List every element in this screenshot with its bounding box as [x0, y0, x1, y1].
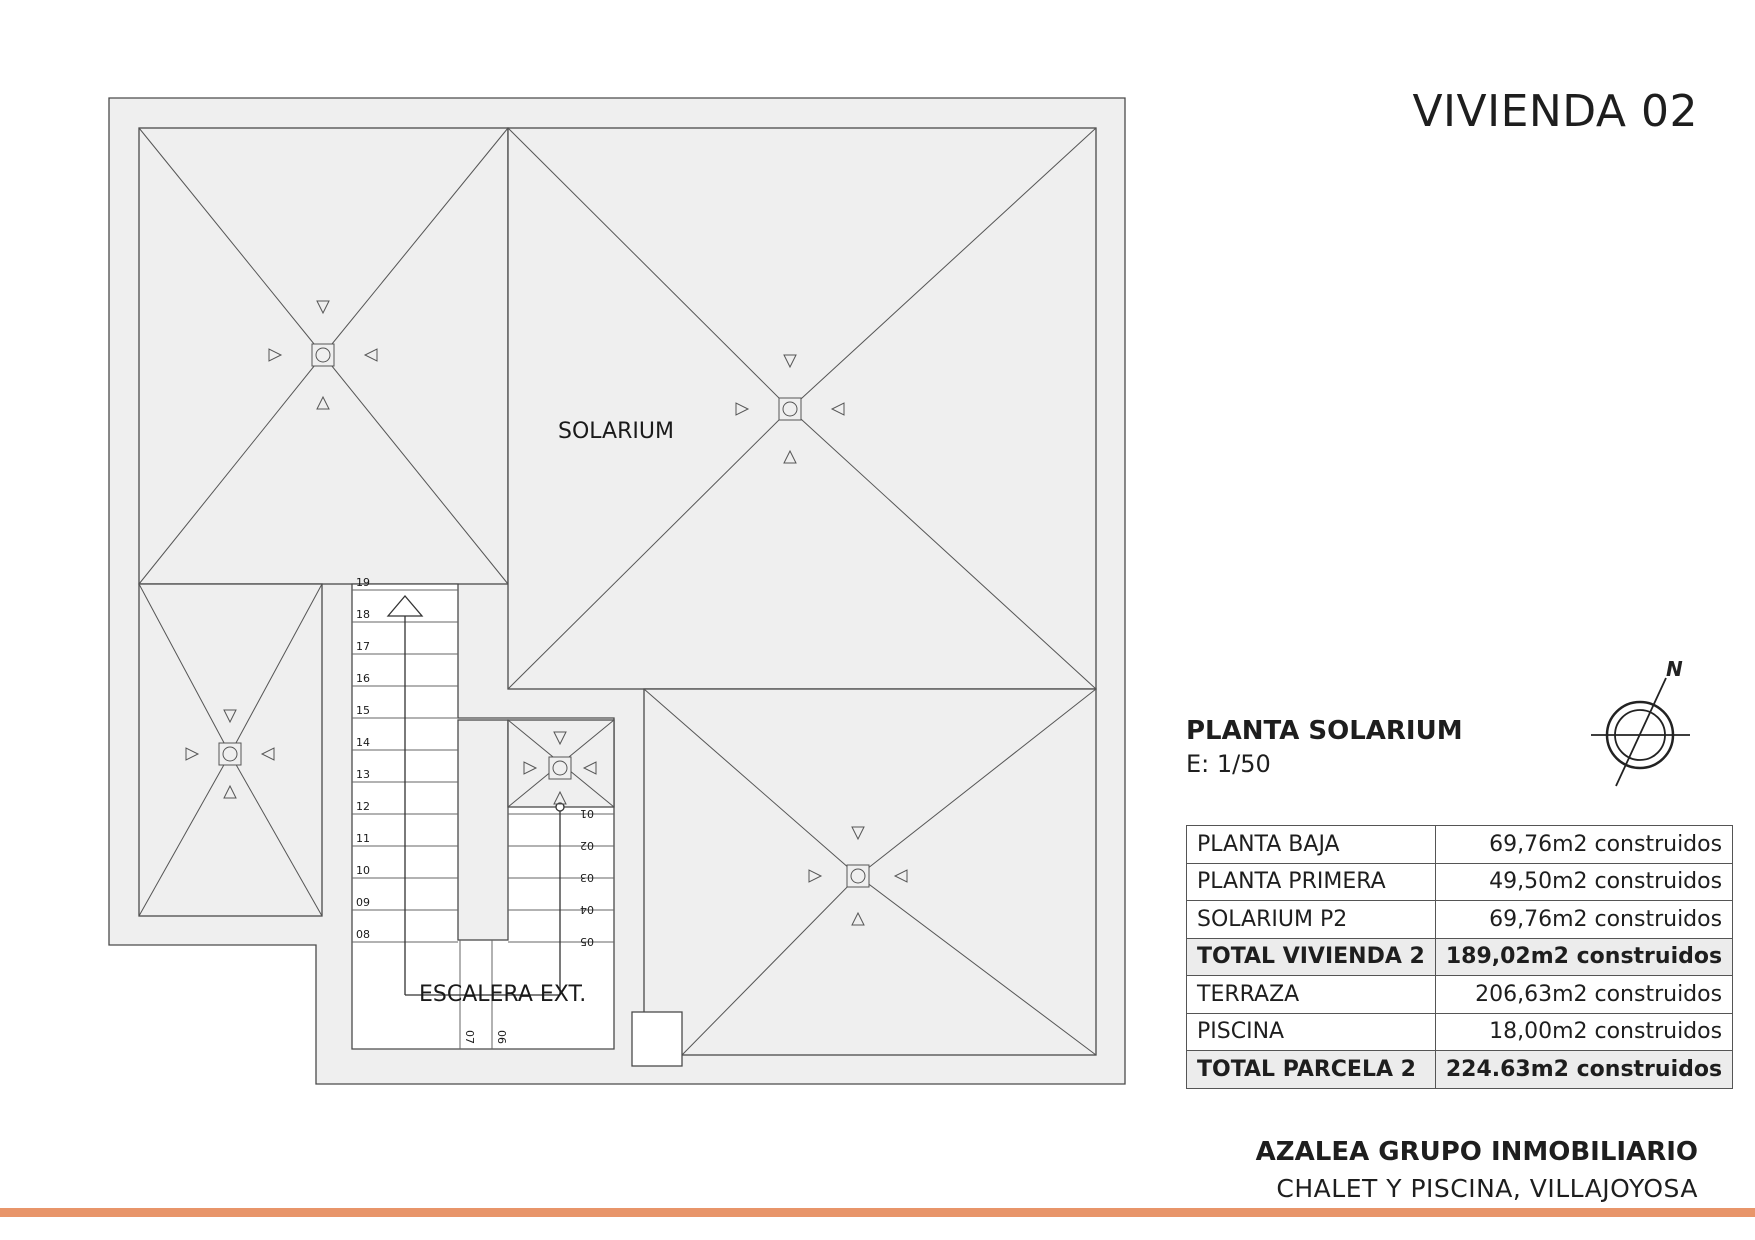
step-number: 02	[580, 839, 594, 852]
area-label: PISCINA	[1187, 1013, 1436, 1051]
step-number: 13	[356, 768, 370, 781]
plan-name: PLANTA SOLARIUM	[1186, 716, 1463, 746]
area-label: TOTAL VIVIENDA 2	[1187, 938, 1436, 976]
table-row	[1187, 863, 1733, 901]
table-row	[1187, 826, 1733, 864]
plan-scale: E: 1/50	[1186, 750, 1271, 778]
area-label: PLANTA PRIMERA	[1187, 863, 1436, 901]
step-number: 03	[580, 871, 594, 884]
roof-hatch	[632, 1012, 682, 1066]
area-value: 18,00m2 construidos	[1435, 1013, 1732, 1051]
step-number: 14	[356, 736, 370, 749]
step-number: 09	[356, 896, 370, 909]
step-number: 08	[356, 928, 370, 941]
north-label: N	[1666, 658, 1683, 681]
step-number: 18	[356, 608, 370, 621]
stair-core	[458, 720, 508, 940]
step-number: 04	[580, 903, 594, 916]
page-title: VIVIENDA 02	[1412, 86, 1698, 137]
footer-accent-line	[0, 1208, 1755, 1217]
table-row	[1187, 1013, 1733, 1051]
area-value: 189,02m2 construidos	[1435, 938, 1732, 976]
table-row	[1187, 938, 1733, 976]
step-number: 17	[356, 640, 370, 653]
step-number: 01	[580, 807, 594, 820]
area-label: TOTAL PARCELA 2	[1187, 1051, 1436, 1089]
stair-label: ESCALERA EXT.	[419, 982, 587, 1007]
area-label: PLANTA BAJA	[1187, 826, 1436, 864]
north-arrow-icon	[1586, 658, 1696, 788]
area-value: 69,76m2 construidos	[1435, 901, 1732, 939]
area-value: 49,50m2 construidos	[1435, 863, 1732, 901]
solarium-label: SOLARIUM	[558, 419, 674, 444]
step-number: 15	[356, 704, 370, 717]
area-label: TERRAZA	[1187, 976, 1436, 1014]
table-row	[1187, 976, 1733, 1014]
step-number: 11	[356, 832, 370, 845]
roof-field-bottom-right	[644, 689, 1096, 1055]
step-number: 07	[463, 1030, 476, 1044]
company-name: AZALEA GRUPO INMOBILIARIO	[1255, 1137, 1698, 1167]
area-value: 206,63m2 construidos	[1435, 976, 1732, 1014]
step-number: 10	[356, 864, 370, 877]
area-label: SOLARIUM P2	[1187, 901, 1436, 939]
area-value: 69,76m2 construidos	[1435, 826, 1732, 864]
roof-field-top-right	[508, 128, 1096, 689]
areas-table	[1186, 825, 1733, 1089]
step-number: 12	[356, 800, 370, 813]
area-value: 224.63m2 construidos	[1435, 1051, 1732, 1089]
step-number: 16	[356, 672, 370, 685]
table-row	[1187, 901, 1733, 939]
table-row	[1187, 1051, 1733, 1089]
step-number: 05	[580, 935, 594, 948]
project-name: CHALET Y PISCINA, VILLAJOYOSA	[1276, 1174, 1698, 1203]
step-number: 19	[356, 576, 370, 589]
step-number: 06	[495, 1030, 508, 1044]
